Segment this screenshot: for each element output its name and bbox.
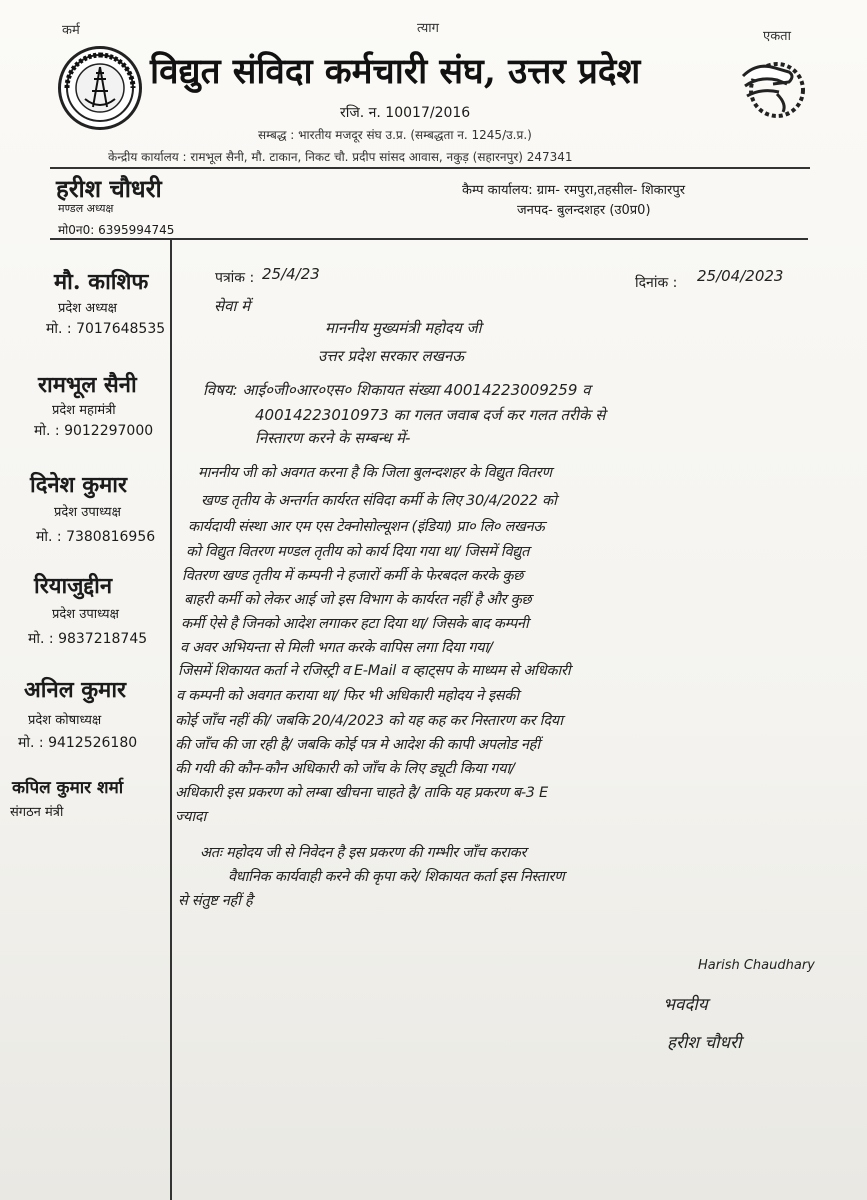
body-line: की गयी की कौन-कौन अधिकारी को जाँच के लिए ड्यूटी किया गया/ (175, 761, 515, 777)
header-divider (50, 167, 810, 169)
body-line: व कम्पनी को अवगत कराया था/ फिर भी अधिकारी महोदय ने इसकी (176, 688, 519, 704)
body-line: खण्ड तृतीय के अन्तर्गत कार्यरत संविदा कर्मी के लिए 30/4/2022 को (201, 493, 557, 509)
salutation: सेवा में (214, 297, 251, 315)
body-line: को विद्युत वितरण मण्डल तृतीय को कार्य दिया गया था/ जिसमें विद्युत (186, 544, 530, 560)
body-line: वितरण खण्ड तृतीय में कम्पनी ने हजारों कर्मी के फेरबदल करके कुछ (182, 568, 524, 584)
bearer-mobile: मो. : 9837218745 (28, 631, 148, 647)
bearer-designation: प्रदेश उपाध्यक्ष (54, 505, 121, 520)
bearer-mobile: मो. : 9412526180 (18, 735, 138, 751)
signature: Harish Chaudhary (698, 958, 815, 973)
body-line: व अवर अभियन्ता से मिली भगत करके वापिस लगा दिया गया/ (180, 640, 493, 656)
united-hands-logo (737, 54, 807, 120)
addressee-line: उत्तर प्रदेश सरकार लखनऊ (318, 347, 465, 365)
bearer-designation: प्रदेश महामंत्री (52, 403, 116, 418)
bearer-name: मौ. काशिफ (54, 269, 149, 295)
bearer-mobile: मो. : 7017648535 (46, 321, 166, 337)
body-line: कार्यदायी संस्था आर एम एस टेक्नोसोल्यूशन (इंडिया) प्रा० लि० लखनऊ (188, 519, 545, 535)
body-line: की जाँच की जा रही है/ जबकि कोई पत्र मे आदेश की कापी अपलोड नहीं (175, 737, 540, 753)
request-line: से संतुष्ट नहीं है (178, 893, 253, 909)
body-line: माननीय जी को अवगत करना है कि जिला बुलन्दशहर के विद्युत वितरण (198, 465, 552, 481)
affiliation-line: सम्बद्ध : भारतीय मजदूर संघ उ.प्र. (सम्बद्धता न. 1245/उ.प्र.) (258, 128, 532, 142)
subject-line: विषय: आई०जी०आर०एस० शिकायत संख्या 40014223009259 व (203, 381, 591, 399)
bearer-designation: प्रदेश अध्यक्ष (58, 301, 117, 316)
bearer-designation: प्रदेश कोषाध्यक्ष (28, 713, 102, 728)
body-line: कोई जाँच नहीं की/ जबकि 20/4/2023 को यह कह कर निस्तारण कर दिया (175, 713, 563, 729)
closing-yours: भवदीय (663, 995, 708, 1015)
bearer-name: रियाजुद्दीन (34, 573, 113, 599)
bearer-name: कपिल कुमार शर्मा (12, 778, 124, 798)
camp-office-line1: कैम्प कार्यालय: ग्राम- रमपुरा,तहसील- शिकारपुर (462, 183, 686, 198)
body-line: बाहरी कर्मी को लेकर आई जो इस विभाग के कार्यरत नहीं है और कुछ (184, 592, 532, 608)
sidebar-divider (170, 238, 172, 1200)
motto-tyag: त्याग (417, 21, 439, 36)
motto-ekta: एकता (763, 29, 791, 44)
addressee-line: माननीय मुख्यमंत्री महोदय जी (325, 319, 482, 337)
bearer-name: अनिल कुमार (24, 677, 127, 703)
bearer-name: रामभूल सैनी (38, 372, 137, 398)
president-designation: मण्डल अध्यक्ष (58, 202, 114, 215)
bearer-designation: संगठन मंत्री (10, 805, 64, 820)
bearer-mobile: मो. : 9012297000 (34, 423, 154, 439)
request-line: अतः महोदय जी से निवेदन है इस प्रकरण की गम्भीर जाँच कराकर (200, 845, 527, 861)
president-mobile: मो0न0: 6395994745 (58, 223, 175, 237)
header-bottom-divider (50, 238, 808, 240)
date-value: 25/04/2023 (697, 267, 784, 285)
request-line: वैधानिक कार्यवाही करने की कृपा करे/ शिकायत कर्ता इस निस्तारण (228, 869, 565, 885)
org-name-heading: विद्युत संविदा कर्मचारी संघ, उत्तर प्रदेश (150, 51, 641, 92)
president-name: हरीश चौधरी (56, 174, 162, 203)
union-emblem-logo (58, 46, 142, 130)
body-line: कर्मी ऐसे है जिनको आदेश लगाकर हटा दिया था/ जिसके बाद कम्पनी (181, 616, 529, 632)
ref-label: पत्रांक : (215, 270, 255, 286)
ref-value: 25/4/23 (262, 265, 320, 283)
camp-office-line2: जनपद- बुलन्दशहर (उ0प्र0) (517, 203, 651, 218)
signatory-name: हरीश चौधरी (667, 1033, 742, 1053)
body-line: अधिकारी इस प्रकरण को लम्बा खीचना चाहते है/ ताकि यह प्रकरण ब-3 E (175, 785, 548, 801)
bearer-mobile: मो. : 7380816956 (36, 529, 156, 545)
motto-karm: कर्म (62, 23, 80, 38)
registration-number: रजि. न. 10017/2016 (340, 105, 471, 121)
subject-line: 40014223010973 का गलत जवाब दर्ज कर गलत तरीके से (255, 406, 606, 424)
central-office-address: केन्द्रीय कार्यालय : रामभूल सैनी, मौ. टाकान, निकट चौ. प्रदीप सांसद आवास, नकुड़ (सहारनपुर) 247341 (108, 150, 573, 164)
date-label: दिनांक : (635, 275, 678, 291)
body-line: ज्यादा (175, 809, 207, 825)
bearer-designation: प्रदेश उपाध्यक्ष (52, 607, 119, 622)
bearer-name: दिनेश कुमार (30, 472, 127, 498)
body-line: जिसमें शिकायत कर्ता ने रजिस्ट्री व E-Mail व व्हाट्सप के माध्यम से अधिकारी (178, 663, 571, 679)
subject-line: निस्तारण करने के सम्बन्ध में- (255, 429, 411, 447)
